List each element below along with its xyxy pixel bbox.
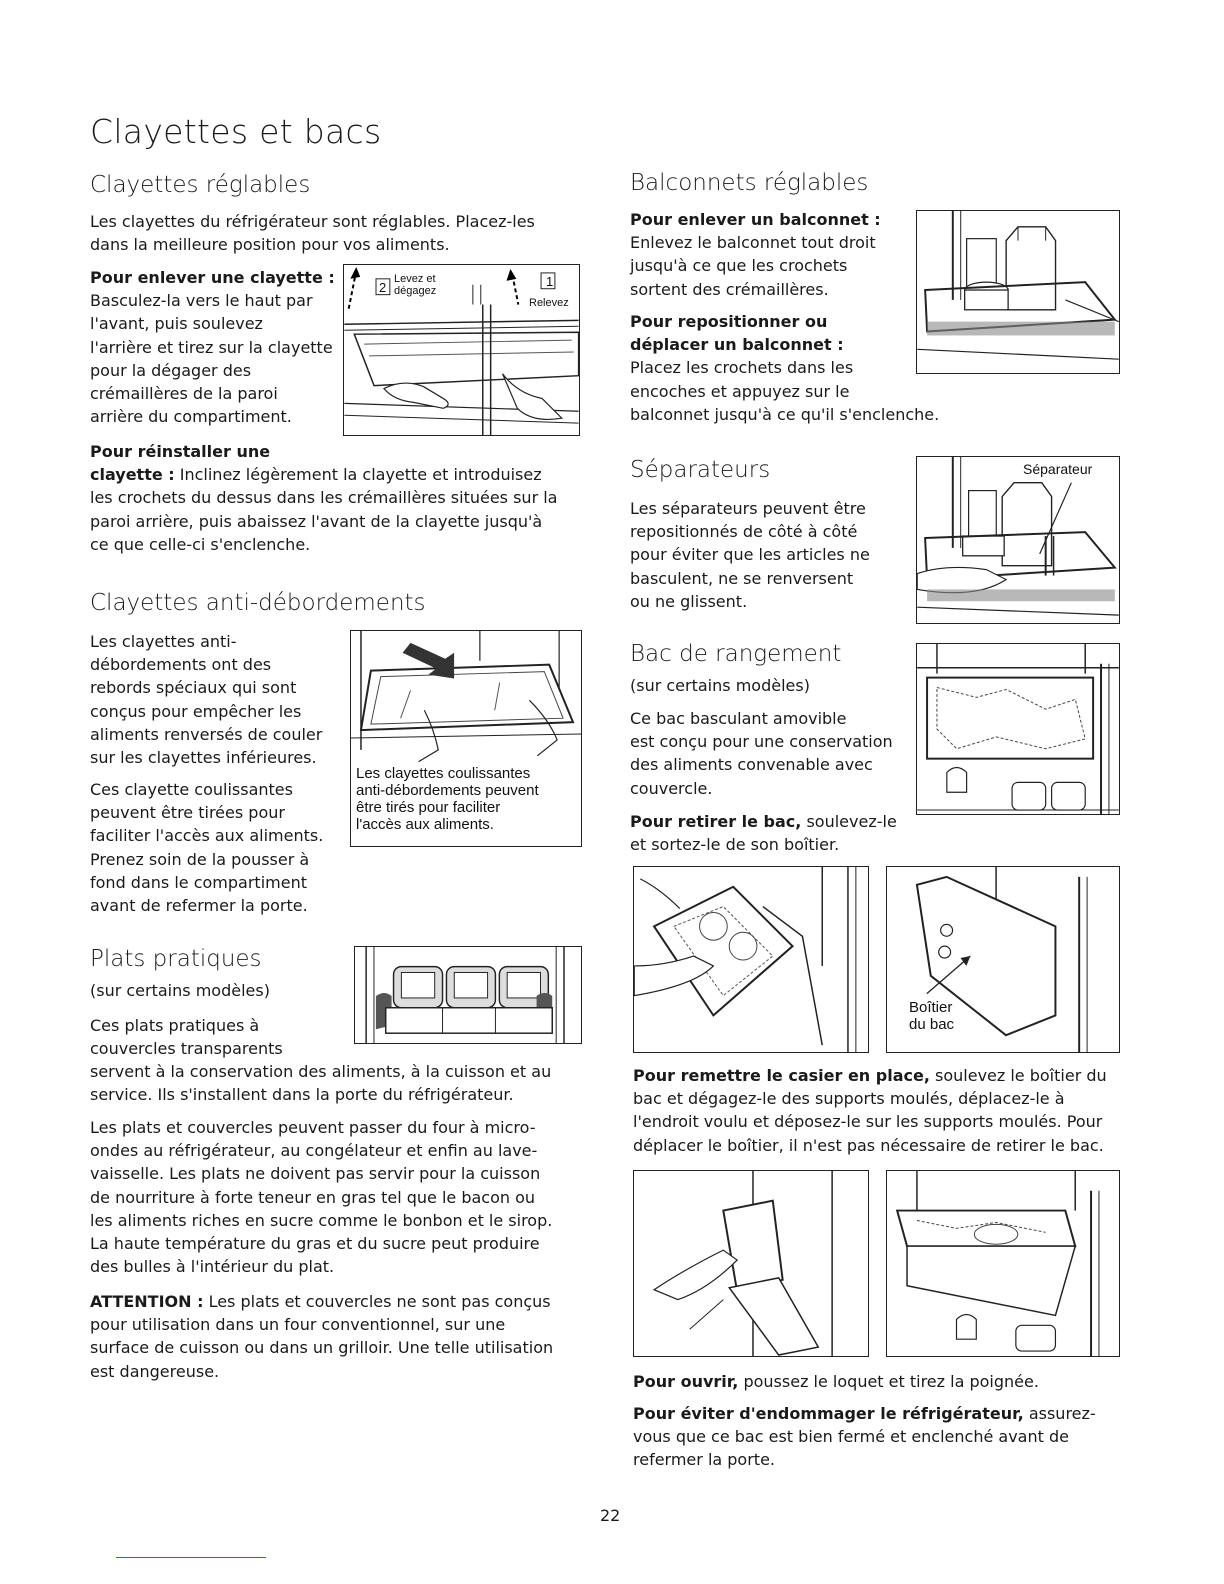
text-line: vaisselle. Les plats ne doivent pas servir pour la cuisson <box>90 1164 541 1184</box>
heading-anti-debordements: Clayettes anti-débordements <box>90 590 426 616</box>
text-line: La haute température du gras et du sucre peut produire <box>90 1234 540 1254</box>
clayettes-intro <box>90 210 570 256</box>
bac-housing-illustration <box>886 866 1120 1053</box>
text-line: Les clayettes du réfrigérateur sont réglables. Placez-les <box>90 212 535 231</box>
text-line: Inclinez légèrement la clayette et introduisez <box>174 465 542 485</box>
text-line: faciliter l'accès aux aliments. <box>90 826 324 846</box>
shelf-removal-illustration <box>343 264 580 436</box>
text-line: Les plats et couvercles peuvent passer du four à micro- <box>90 1118 536 1137</box>
text-line: balconnet jusqu'à ce qu'il s'enclenche. <box>630 404 940 424</box>
text-line: Les clayettes anti- <box>90 632 237 651</box>
text-line: est dangereuse. <box>90 1361 220 1381</box>
step-2-number: 2 <box>379 280 387 295</box>
text-line: basculent, ne se renversent <box>630 568 854 588</box>
text-line: soulevez-le <box>801 812 897 831</box>
text-line: aliments renversés de couler <box>90 724 323 744</box>
bac-open-illustration <box>886 1170 1120 1357</box>
text-line: surface de cuisson ou dans un grilloir. Une telle utilisation <box>90 1338 554 1358</box>
text-line: dans la meilleure position pour vos aliments. <box>90 235 450 255</box>
text-line: soulevez le boîtier du <box>929 1066 1107 1085</box>
text-line: poussez le loquet et tirez la poignée. <box>738 1372 1039 1391</box>
text-line: pour éviter que les articles ne <box>630 545 870 565</box>
caption-line: anti-débordements peuvent <box>356 782 539 799</box>
storage-bin-illustration <box>916 643 1120 815</box>
step-1-number: 1 <box>546 274 554 289</box>
separator-illustration <box>916 456 1120 624</box>
door-bin-illustration <box>916 210 1120 374</box>
text-line: l'avant, puis soulevez <box>90 314 263 334</box>
heading-balconnets: Balconnets réglables <box>630 170 869 196</box>
bac-remove <box>630 810 930 856</box>
levez-label: Levez et <box>394 273 436 285</box>
text-line: des bulles à l'intérieur du plat. <box>90 1257 335 1277</box>
dishes-illustration <box>354 946 582 1044</box>
text-line: service. Ils s'installent dans la porte du réfrigérateur. <box>90 1085 514 1105</box>
replace-bac-label: Pour remettre le casier en place, <box>633 1066 930 1085</box>
remove-bac-drawing <box>634 867 868 1052</box>
plats-para1-short <box>90 1014 350 1060</box>
caption-line: Les clayettes coulissantes <box>356 765 531 782</box>
text-line: pour utilisation dans un four conventionnel, sur une <box>90 1315 506 1335</box>
bac-description <box>630 707 920 800</box>
bac-open-instruction <box>633 1370 1133 1393</box>
anti-debordements-para2 <box>90 778 350 917</box>
text-line: couvercle. <box>630 778 713 798</box>
anti-debordements-para1 <box>90 630 350 769</box>
relevez-label: Relevez <box>529 297 569 309</box>
text-line: peuvent être tirées pour <box>90 803 285 823</box>
text-line: ou ne glissent. <box>630 591 748 611</box>
heading-clayettes-reglables: Clayettes réglables <box>90 172 311 198</box>
text-line: rebords spéciaux qui sont <box>90 678 297 698</box>
text-line: couvercles transparents <box>90 1039 283 1059</box>
text-line: encoches et appuyez sur le <box>630 381 850 401</box>
text-line: crémaillères de la paroi <box>90 384 278 404</box>
reinstall-label: Pour réinstaller une <box>90 442 271 461</box>
dishes-drawing <box>355 947 581 1043</box>
text-line: assurez- <box>1023 1404 1096 1423</box>
plats-attention <box>90 1290 590 1383</box>
degagez-label: dégagez <box>394 285 437 297</box>
text-line: ce que celle-ci s'enclenche. <box>90 534 311 554</box>
text-line: et sortez-le de son boîtier. <box>630 835 840 855</box>
text-line: Ces clayette coulissantes <box>90 780 293 799</box>
avoid-damage-label: Pour éviter d'endommager le réfrigérateur, <box>633 1404 1024 1423</box>
separateurs-text <box>630 497 910 613</box>
text-line: ondes au réfrigérateur, au congélateur et enfin au lave- <box>90 1141 538 1161</box>
caption-line: être tirés pour faciliter <box>356 799 501 816</box>
reposition-label-cont: déplacer un balconnet : <box>630 335 844 355</box>
remove-bin-label: Pour enlever un balconnet : <box>630 210 881 229</box>
remove-bac-illustration <box>633 866 869 1053</box>
text-line: conçus pour empêcher les <box>90 701 302 721</box>
remove-shelf-label: Pour enlever une clayette : <box>90 268 335 287</box>
text-line: l'arrière et tirez sur la clayette <box>90 337 333 357</box>
spillproof-caption <box>356 765 539 833</box>
plats-subtitle: (sur certains modèles) <box>90 981 270 1000</box>
text-line: les aliments riches en sucre comme le bonbon et le sirop. <box>90 1210 553 1230</box>
text-line: repositionnés de côté à côté <box>630 522 858 542</box>
text-line: déplacer le boîtier, il n'est pas nécessaire de retirer le bac. <box>633 1135 1104 1155</box>
storage-bin-drawing <box>917 644 1119 814</box>
bac-latch-illustration <box>633 1170 869 1357</box>
spillproof-shelf-illustration <box>350 630 582 847</box>
text-line: Les plats et couvercles ne sont pas conçus <box>203 1292 551 1311</box>
text-line: fond dans le compartiment <box>90 872 307 892</box>
page-number: 22 <box>600 1506 621 1525</box>
text-line: paroi arrière, puis abaissez l'avant de la clayette jusqu'à <box>90 511 543 531</box>
reinstall-label-cont: clayette : <box>90 465 175 485</box>
text-line: les crochets du dessus dans les crémaillères situées sur la <box>90 488 558 508</box>
text-line: sortent des crémaillères. <box>630 279 829 299</box>
remove-bac-label: Pour retirer le bac, <box>630 812 802 831</box>
heading-separateurs: Séparateurs <box>630 457 771 483</box>
text-line: débordements ont des <box>90 655 272 675</box>
text-line: Les séparateurs peuvent être <box>630 499 866 518</box>
text-line: vous que ce bac est bien fermé et enclenché avant de <box>633 1427 1069 1447</box>
text-line: refermer la porte. <box>633 1450 775 1470</box>
reposition-label: Pour repositionner ou <box>630 312 828 331</box>
footer-rule <box>116 1557 266 1558</box>
balconnet-remove <box>630 208 920 301</box>
boitier-label-line: du bac <box>909 1016 955 1033</box>
text-line: arrière du compartiment. <box>90 407 292 427</box>
boitier-label <box>909 999 954 1033</box>
bac-subtitle: (sur certains modèles) <box>630 676 810 695</box>
text-line: Ces plats pratiques à <box>90 1016 260 1035</box>
door-bin-drawing <box>917 211 1119 373</box>
attention-label: ATTENTION : <box>90 1292 204 1311</box>
text-line: Placez les crochets dans les <box>630 358 854 378</box>
text-line: Basculez-la vers le haut par <box>90 291 313 311</box>
open-bac-label: Pour ouvrir, <box>633 1372 739 1391</box>
text-line: de nourriture à forte teneur en gras tel que le bacon ou <box>90 1187 536 1207</box>
bac-latch-drawing <box>634 1171 868 1356</box>
boitier-label-line: Boîtier <box>909 999 953 1016</box>
page-title: Clayettes et bacs <box>90 112 382 151</box>
text-line: est conçu pour une conservation <box>630 732 893 752</box>
text-line: jusqu'à ce que les crochets <box>630 256 848 276</box>
bac-avoid-damage <box>633 1402 1133 1472</box>
text-line: Prenez soin de la pousser à <box>90 849 310 869</box>
text-line: pour la dégager des <box>90 360 252 380</box>
plats-para1-long <box>90 1060 590 1106</box>
text-line: l'endroit voulu et déposez-le sur les supports moulés. Pour <box>633 1112 1103 1132</box>
reinstall-shelf-instructions <box>90 440 590 556</box>
caption-line: l'accès aux aliments. <box>356 816 494 833</box>
heading-plats-pratiques: Plats pratiques <box>90 946 262 972</box>
bac-replace <box>633 1064 1133 1157</box>
separator-drawing <box>917 457 1119 623</box>
text-line: servent à la conservation des aliments, à la cuisson et au <box>90 1062 552 1081</box>
separateur-label: Séparateur <box>1023 461 1093 477</box>
text-line: Ce bac basculant amovible <box>630 709 847 728</box>
plats-para2 <box>90 1116 590 1278</box>
text-line: bac et dégagez-le des supports moulés, déplacez-le à <box>633 1089 1065 1109</box>
text-line: des aliments convenable avec <box>630 755 873 775</box>
text-line: sur les clayettes inférieures. <box>90 748 317 768</box>
text-line: Enlevez le balconnet tout droit <box>630 233 876 253</box>
heading-bac-rangement: Bac de rangement <box>630 641 842 667</box>
text-line: avant de refermer la porte. <box>90 896 308 916</box>
bac-open-drawing <box>887 1171 1119 1356</box>
remove-shelf-instructions <box>90 266 350 428</box>
